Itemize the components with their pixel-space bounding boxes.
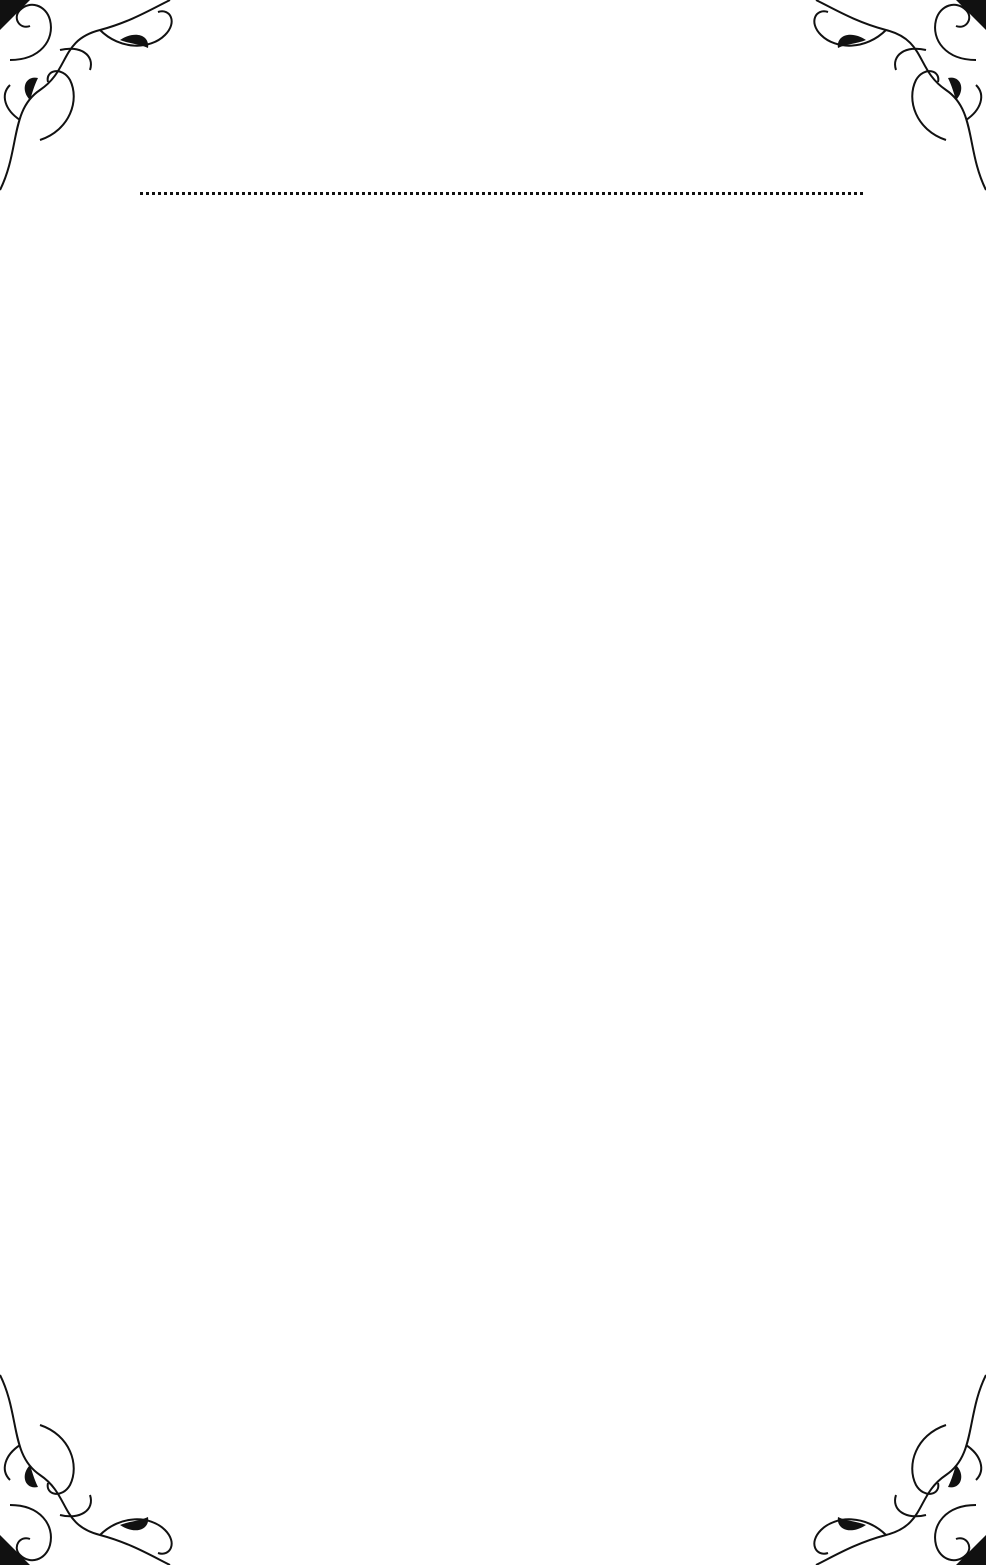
corner-ornament-icon (0, 1365, 210, 1565)
chapter-title-continuation[interactable] (136, 175, 867, 201)
table-of-contents (136, 142, 867, 201)
dot-leader (140, 192, 863, 195)
corner-ornament-icon (776, 1365, 986, 1565)
chapter-title (136, 150, 867, 175)
